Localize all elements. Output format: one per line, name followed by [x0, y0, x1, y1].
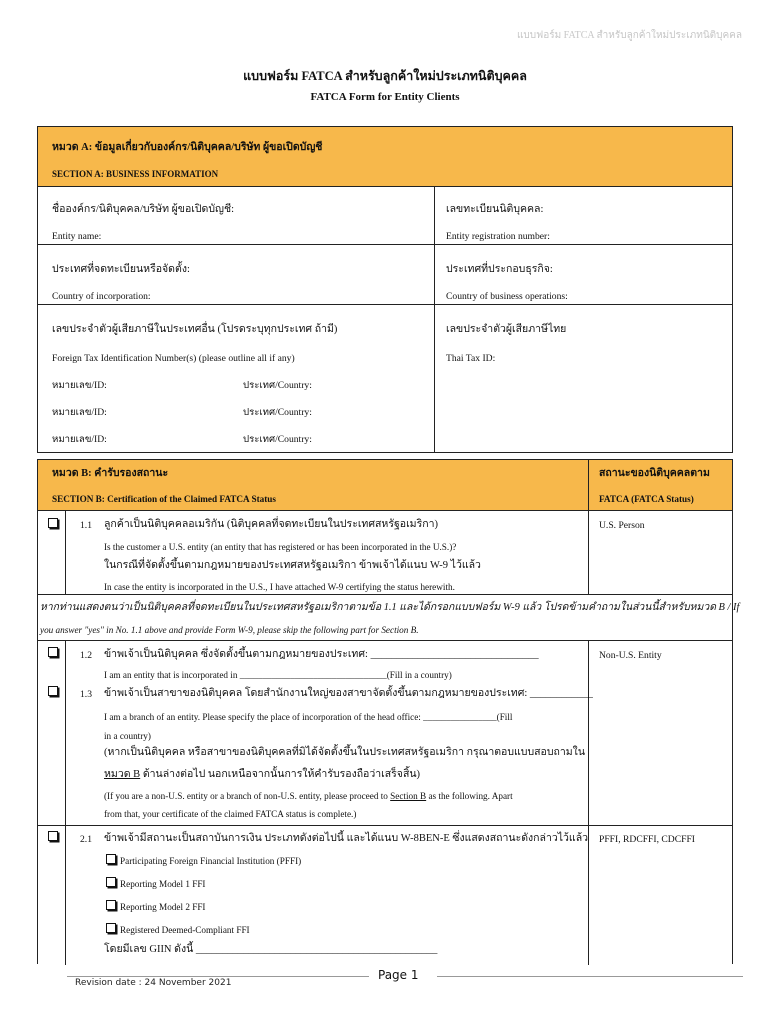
q1-3-number: 1.3: [80, 689, 92, 700]
checkbox-branch-entity[interactable]: [48, 686, 58, 696]
skip-note: you answer "yes" in No. 1.1 above and provide Form W-9, please skip the following part for Section B.: [40, 625, 419, 635]
tin-id-label-2: หมายเลข/ID:: [52, 407, 107, 418]
q1-3-text-thai: ข้าพเจ้าเป็นสาขาของนิติบุคคล โดยสำนักงานใหญ่ของสาขาจัดตั้งขึ้นตามกฎหมายของประเทศ: ____________: [104, 688, 593, 699]
q1-3-text-cont: in a country): [104, 731, 151, 741]
option-reporting-model-2: Reporting Model 2 FFI: [120, 902, 206, 912]
section-a-box: [37, 126, 733, 453]
option-reporting-model-1: Reporting Model 1 FFI: [120, 879, 206, 889]
q1-1-number: 1.1: [80, 520, 92, 531]
tin-country-label-1: ประเทศ/Country:: [243, 380, 312, 391]
tin-id-label-3: หมายเลข/ID:: [52, 434, 107, 445]
form-title-english: FATCA Form for Entity Clients: [310, 91, 460, 103]
q1-1-w9-text: In case the entity is incorporated in the U.S., I have attached W-9 certifying the status herewith.: [104, 582, 455, 592]
fatca-status-heading: FATCA (FATCA Status): [599, 494, 694, 504]
running-header: แบบฟอร์ม FATCA สำหรับลูกค้าใหม่ประเภทนิติบุคคล: [516, 30, 742, 41]
revision-date: Revision date : 24 November 2021: [75, 978, 232, 988]
q1-3-note-thai-2-text: ด้านล่างต่อไป นอกเหนือจากนั้นการให้คำรับรองถือว่าเสร็จสิ้น): [140, 769, 421, 780]
giin-field-label: โดยมีเลข GIIN ดังนี้ ______________________________________________: [104, 944, 438, 955]
skip-note-thai: หากท่านแสดงตนว่าเป็นนิติบุคคลที่จดทะเบียนในประเทศสหรัฐอเมริกาตามข้อ 1.1 และได้กรอกแบบฟอร์ม W-9 แล้ว โปรดข้ามคำถามในส่วนนี้สำหรับหมวด B / If: [40, 602, 740, 613]
section-a-heading-english: SECTION A: BUSINESS INFORMATION: [52, 169, 219, 179]
q1-3-note-1: [104, 790, 513, 802]
option-registered-deemed-compliant: Registered Deemed-Compliant FFI: [120, 925, 250, 935]
q1-3-text: I am a branch of an entity. Please specify the place of incorporation of the head office: ________________(Fill: [104, 712, 513, 722]
country-incorporation-label-thai: ประเทศที่จดทะเบียนหรือจัดตั้ง:: [52, 264, 190, 275]
country-operations-label: Country of business operations:: [446, 291, 568, 302]
thai-tax-id-label: Thai Tax ID:: [446, 353, 496, 364]
country-incorporation-label: Country of incorporation:: [52, 291, 151, 302]
section-b-link-thai[interactable]: หมวด B: [104, 769, 141, 780]
q1-2-text-thai: ข้าพเจ้าเป็นนิติบุคคล ซึ่งจัดตั้งขึ้นตามกฎหมายของประเทศ: ________________________________: [104, 649, 539, 660]
q1-1-w9-text-thai: ในกรณีที่จัดตั้งขึ้นตามกฎหมายของประเทศสหรัฐอเมริกา ข้าพเจ้าได้แนบ W-9 ไว้แล้ว: [104, 560, 481, 571]
thai-tax-id-label-thai: เลขประจำตัวผู้เสียภาษีไทย: [446, 324, 567, 335]
tin-country-label-3: ประเทศ/Country:: [243, 434, 312, 445]
section-b-heading-english: SECTION B: Certification of the Claimed FATCA Status: [52, 494, 276, 504]
q1-3-note-2: from that, your certificate of the claimed FATCA status is complete.): [104, 809, 357, 819]
section-a-heading-thai: หมวด A: ข้อมูลเกี่ยวกับองค์กร/นิติบุคคล/บริษัท ผู้ขอเปิดบัญชี: [52, 142, 323, 153]
foreign-tin-label: Foreign Tax Identification Number(s) (please outline all if any): [52, 353, 295, 364]
q1-3-note-thai-1: (หากเป็นนิติบุคคล หรือสาขาของนิติบุคคลที่มิได้จัดตั้งขึ้นในประเทศสหรัฐอเมริกา กรุณาตอบแบบสอบถามใน: [104, 747, 585, 758]
status-non-us-entity: Non-U.S. Entity: [599, 650, 662, 661]
fatca-status-heading-thai: สถานะของนิติบุคคลตาม: [599, 468, 710, 479]
checkbox-non-us-entity[interactable]: [48, 647, 58, 657]
status-ffi: PFFI, RDCFFI, CDCFFI: [599, 834, 695, 845]
entity-name-label-thai: ชื่อองค์กร/นิติบุคคล/บริษัท ผู้ขอเปิดบัญชี:: [52, 204, 235, 215]
checkbox-financial-institution[interactable]: [48, 831, 58, 841]
q2-1-number: 2.1: [80, 834, 92, 845]
q2-1-text-thai: ข้าพเจ้ามีสถานะเป็นสถาบันการเงิน ประเภทดังต่อไปนี้ และได้แนบ W-8BEN-E ซึ่งแสดงสถานะดังกล่าวไว้แล้ว: [104, 833, 589, 844]
registration-number-label: Entity registration number:: [446, 231, 550, 242]
section-b-link[interactable]: Section B: [390, 791, 427, 801]
q1-3-note-1a: (If you are a non-U.S. entity or a branch of non-U.S. entity, please proceed to: [104, 791, 391, 801]
option-pffi: Participating Foreign Financial Institution (PFFI): [120, 856, 302, 866]
checkbox-reporting-model-2[interactable]: [106, 900, 116, 910]
section-b-box: [37, 459, 740, 964]
country-operations-label-thai: ประเทศที่ประกอบธุรกิจ:: [446, 264, 553, 275]
entity-name-label: Entity name:: [52, 231, 102, 242]
checkbox-registered-deemed-compliant[interactable]: [106, 923, 116, 933]
q1-2-number: 1.2: [80, 650, 92, 661]
checkbox-pffi[interactable]: [106, 854, 116, 864]
checkbox-us-entity[interactable]: [48, 518, 58, 528]
status-us-person: U.S. Person: [599, 520, 645, 531]
tin-country-label-2: ประเทศ/Country:: [243, 407, 312, 418]
section-b-heading-thai: หมวด B: คำรับรองสถานะ: [52, 468, 169, 479]
q1-3-note-1b: as the following. Apart: [426, 791, 513, 801]
q1-1-text-thai: ลูกค้าเป็นนิติบุคคลอเมริกัน (นิติบุคคลที่จดทะเบียนในประเทศสหรัฐอเมริกา): [104, 519, 438, 530]
q1-2-text: I am an entity that is incorporated in ________________________________(Fill in a country): [104, 670, 452, 680]
page-number: Page 1: [378, 968, 419, 982]
tin-id-label-1: หมายเลข/ID:: [52, 380, 107, 391]
foreign-tin-label-thai: เลขประจำตัวผู้เสียภาษีในประเทศอื่น (โปรดระบุทุกประเทศ ถ้ามี): [52, 324, 338, 335]
registration-number-label-thai: เลขทะเบียนนิติบุคคล:: [446, 204, 544, 215]
form-title-thai: แบบฟอร์ม FATCA สำหรับลูกค้าใหม่ประเภทนิติบุคคล: [243, 69, 527, 83]
q1-3-note-thai-2: [104, 769, 420, 781]
checkbox-reporting-model-1[interactable]: [106, 877, 116, 887]
q1-1-text: Is the customer a U.S. entity (an entity that has registered or has been incorporated in the U.S.)?: [104, 542, 457, 552]
